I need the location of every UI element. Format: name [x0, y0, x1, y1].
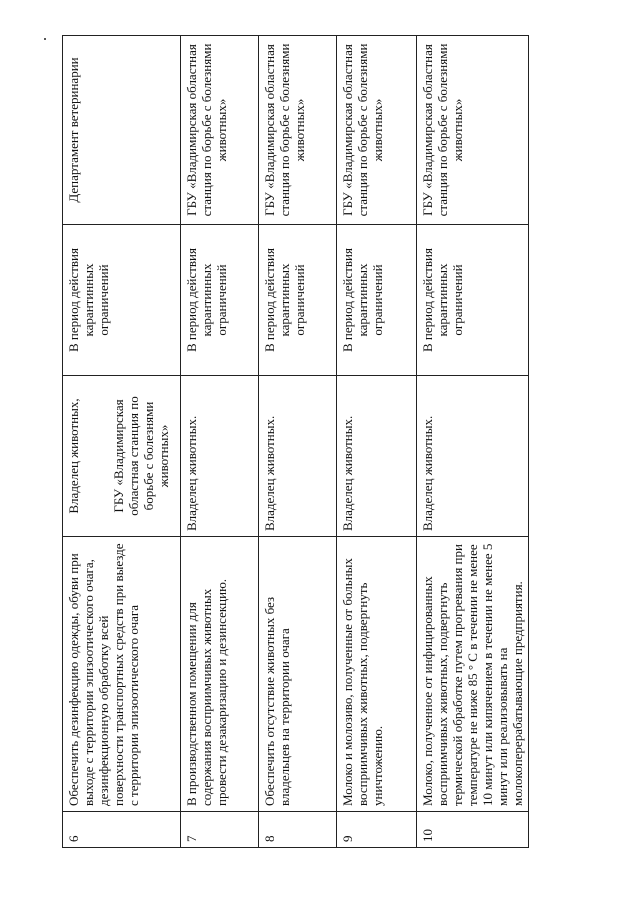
term-cell: В период действия карантинных ограничений: [337, 225, 417, 376]
responsible-cell: ГБУ «Владимирская областная станция по борьбе с болезнями животных»: [181, 36, 259, 225]
executor-cell: Владелец животных.: [337, 376, 417, 537]
measure-cell: Обеспечить отсутствие животных без владельцев на территории очага: [259, 537, 337, 812]
table-row: [337, 36, 417, 848]
row-number: 8: [259, 812, 337, 848]
row-number: 6: [63, 812, 181, 848]
term-cell: В период действия карантинных ограничений: [63, 225, 181, 376]
executor-cell: Владелец животных.: [259, 376, 337, 537]
row-number: 10: [417, 812, 529, 848]
executor-cell: Владелец животных.: [181, 376, 259, 537]
table-row: [63, 36, 181, 848]
scan-speck: [44, 38, 46, 40]
term-cell: В период действия карантинных ограничений: [181, 225, 259, 376]
measure-cell: Молоко, полученное от инфицированных восприимчивых животных, подвергнуть термической обработке путем прогревания при температуре не ниже 85 ° С в течении не менее 10 минут или кипячением в течении не менее 5 минут или реализовывать на молокоперерабатывающие предприятия.: [417, 537, 529, 812]
measure-cell: В производственном помещении для содержания восприимчивых животных провести дезакаризацию и дезинсекцию.: [181, 537, 259, 812]
row-number: 7: [181, 812, 259, 848]
table-row: [417, 36, 529, 848]
table-row: [181, 36, 259, 848]
executor-cell: [63, 376, 181, 537]
responsible-cell: Департамент ветеринарии: [63, 36, 181, 225]
row-number: 9: [337, 812, 417, 848]
table-row: [259, 36, 337, 848]
responsible-cell: ГБУ «Владимирская областная станция по борьбе с болезнями животных»: [259, 36, 337, 225]
measure-cell: Молоко и молозиво, полученные от больных восприимчивых животных, подвергнуть уничтожению.: [337, 537, 417, 812]
measures-table: [62, 35, 529, 848]
executor-line-1: Владелец животных,: [66, 398, 81, 514]
responsible-cell: ГБУ «Владимирская областная станция по борьбе с болезнями животных»: [417, 36, 529, 225]
rotated-table-frame: [62, 36, 525, 848]
responsible-cell: ГБУ «Владимирская областная станция по борьбе с болезнями животных»: [337, 36, 417, 225]
executor-line-2: ГБУ «Владимирская областная станция по борьбе с болезнями животных»: [111, 396, 171, 516]
term-cell: В период действия карантинных ограничений: [417, 225, 529, 376]
measure-cell: Обеспечить дезинфекцию одежды, обуви при выходе с территории эпизоотического очага, дезинфекционную обработку всей поверхности транспортных средств при выезде с территории эпизоотического очага: [63, 537, 181, 812]
term-cell: В период действия карантинных ограничений: [259, 225, 337, 376]
executor-cell: Владелец животных.: [417, 376, 529, 537]
